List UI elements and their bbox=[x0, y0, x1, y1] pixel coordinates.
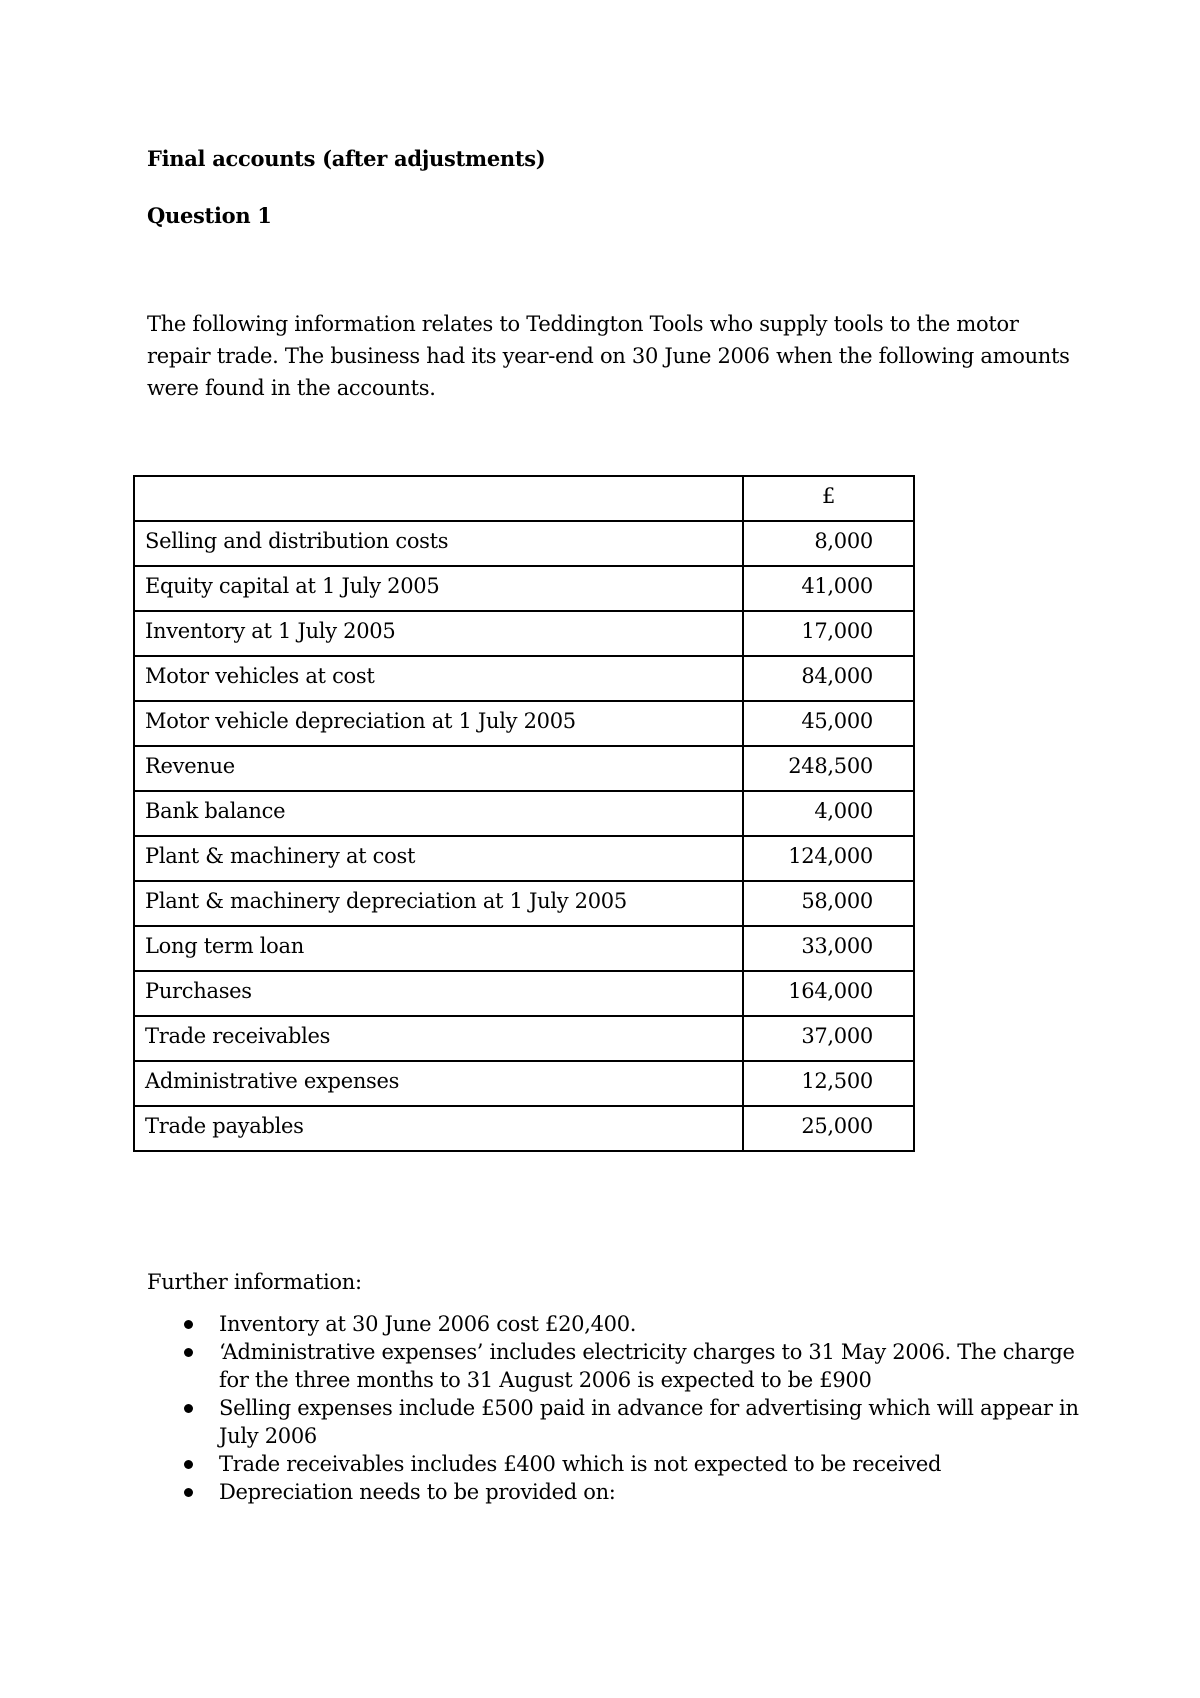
table-row bbox=[134, 1106, 914, 1151]
row-amount: 41,000 bbox=[743, 566, 914, 611]
table-row bbox=[134, 791, 914, 836]
row-amount: 248,500 bbox=[743, 746, 914, 791]
list-item bbox=[147, 1338, 1087, 1394]
row-label: Long term loan bbox=[134, 926, 743, 971]
row-label: Motor vehicle depreciation at 1 July 2005 bbox=[134, 701, 743, 746]
list-item bbox=[147, 1478, 1087, 1506]
row-label: Bank balance bbox=[134, 791, 743, 836]
bullet-icon bbox=[184, 1460, 193, 1469]
row-label: Plant & machinery depreciation at 1 July 2005 bbox=[134, 881, 743, 926]
bullet-icon bbox=[184, 1488, 193, 1497]
table-row bbox=[134, 836, 914, 881]
table-row bbox=[134, 566, 914, 611]
row-label: Inventory at 1 July 2005 bbox=[134, 611, 743, 656]
table-row bbox=[134, 971, 914, 1016]
row-amount: 164,000 bbox=[743, 971, 914, 1016]
list-item-text: Inventory at 30 June 2006 cost £20,400. bbox=[219, 1312, 637, 1336]
further-information-list bbox=[147, 1310, 1087, 1506]
list-item-text: ‘Administrative expenses’ includes electricity charges to 31 May 2006. The charge for the three months to 31 August 2006 is expected to be £900 bbox=[219, 1340, 1075, 1392]
row-label: Equity capital at 1 July 2005 bbox=[134, 566, 743, 611]
document-title: Final accounts (after adjustments) bbox=[147, 146, 546, 171]
list-item bbox=[147, 1394, 1087, 1450]
row-label: Revenue bbox=[134, 746, 743, 791]
row-amount: 33,000 bbox=[743, 926, 914, 971]
table-row bbox=[134, 1016, 914, 1061]
row-amount: 84,000 bbox=[743, 656, 914, 701]
list-item bbox=[147, 1310, 1087, 1338]
accounts-table bbox=[133, 475, 915, 1152]
bullet-icon bbox=[184, 1404, 193, 1413]
list-item-text: Selling expenses include £500 paid in advance for advertising which will appear in July 2006 bbox=[219, 1396, 1079, 1448]
question-number: Question 1 bbox=[147, 203, 272, 228]
row-label: Trade payables bbox=[134, 1106, 743, 1151]
row-amount: 37,000 bbox=[743, 1016, 914, 1061]
table-row bbox=[134, 701, 914, 746]
further-information-heading: Further information: bbox=[147, 1270, 362, 1294]
bullet-icon bbox=[184, 1348, 193, 1357]
table-header-row bbox=[134, 476, 914, 521]
row-amount: 58,000 bbox=[743, 881, 914, 926]
table-row bbox=[134, 521, 914, 566]
row-amount: 124,000 bbox=[743, 836, 914, 881]
row-label: Motor vehicles at cost bbox=[134, 656, 743, 701]
table-header-label bbox=[134, 476, 743, 521]
table-row bbox=[134, 881, 914, 926]
table-row bbox=[134, 656, 914, 701]
row-label: Administrative expenses bbox=[134, 1061, 743, 1106]
row-amount: 8,000 bbox=[743, 521, 914, 566]
list-item bbox=[147, 1450, 1087, 1478]
row-amount: 4,000 bbox=[743, 791, 914, 836]
table-row bbox=[134, 926, 914, 971]
intro-paragraph: The following information relates to Teddington Tools who supply tools to the motor repair trade. The business had its year-end on 30 June 2006 when the following amounts were found in the accounts. bbox=[147, 312, 1070, 400]
row-label: Purchases bbox=[134, 971, 743, 1016]
table-row bbox=[134, 1061, 914, 1106]
row-amount: 25,000 bbox=[743, 1106, 914, 1151]
table-row bbox=[134, 746, 914, 791]
row-label: Trade receivables bbox=[134, 1016, 743, 1061]
row-amount: 45,000 bbox=[743, 701, 914, 746]
row-amount: 17,000 bbox=[743, 611, 914, 656]
row-label: Plant & machinery at cost bbox=[134, 836, 743, 881]
list-item-text: Trade receivables includes £400 which is not expected to be received bbox=[219, 1452, 942, 1476]
currency-header: £ bbox=[743, 476, 914, 521]
row-amount: 12,500 bbox=[743, 1061, 914, 1106]
list-item-text: Depreciation needs to be provided on: bbox=[219, 1480, 616, 1504]
table-row bbox=[134, 611, 914, 656]
bullet-icon bbox=[184, 1320, 193, 1329]
row-label: Selling and distribution costs bbox=[134, 521, 743, 566]
